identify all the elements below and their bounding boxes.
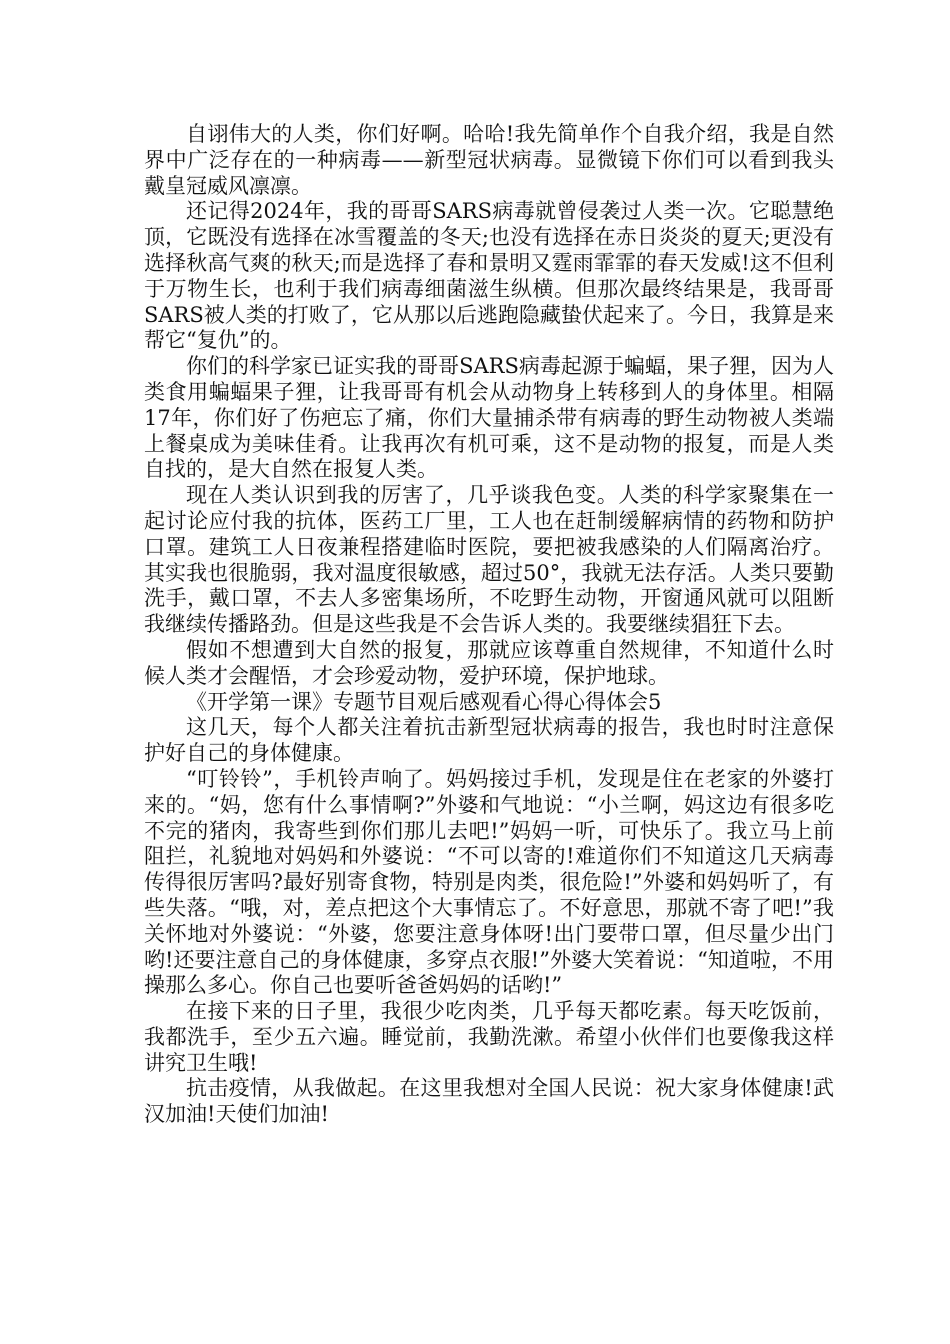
paragraph-human-response: 现在人类认识到我的厉害了，几乎谈我色变。人类的科学家聚集在一起讨论应付我的抗体，医药工厂里，工人也在赶制缓解病情的药物和防护口罩。建筑工人日夜兼程搭建临时医院，要把被我感染的人们隔离治疗。其实我也很脆弱，我对温度很敏感，超过50°，我就无法存活。人类只要勤洗手，戴口罩，不去人多密集场所，不吃野生动物，开窗通风就可以阻断我继续传播路劲。但是这些我是不会告诉人类的。我要继续猖狂下去。 [144, 483, 834, 637]
paragraph-closing: 抗击疫情，从我做起。在这里我想对全国人民说：祝大家身体健康!武汉加油!天使们加油! [144, 1076, 834, 1127]
paragraph-respect-nature: 假如不想遭到大自然的报复，那就应该尊重自然规律，不知道什么时候人类才会醒悟，才会珍爱动物，爱护环境，保护地球。 [144, 637, 834, 688]
document-body [144, 122, 834, 1128]
section-heading: 《开学第一课》专题节目观后感观看心得心得体会5 [186, 689, 662, 714]
paragraph-phone-call: “叮铃铃”，手机铃声响了。妈妈接过手机，发现是住在老家的外婆打来的。“妈，您有什么事情啊?”外婆和气地说：“小兰啊，妈这边有很多吃不完的猪肉，我寄些到你们那儿去吧!”妈妈一听，可快乐了。我立马上前阻拦，礼貌地对妈妈和外婆说：“不可以寄的!难道你们不知道这几天病毒传得很厉害吗?最好别寄食物，特别是肉类，很危险!”外婆和妈妈听了，有些失落。“哦，对，差点把这个大事情忘了。不好意思，那就不寄了吧!”我关怀地对外婆说：“外婆，您要注意身体呀!出门要带口罩，但尽量少出门哟!还要注意自己的身体健康，多穿点衣服!”外婆大笑着说：“知道啦，不用操那么多心。你自己也要听爸爸妈妈的话哟!” [144, 766, 834, 998]
paragraph-intro: 自诩伟大的人类，你们好啊。哈哈!我先简单作个自我介绍，我是自然界中广泛存在的一种病毒——新型冠状病毒。显微镜下你们可以看到我头戴皇冠威风凛凛。 [144, 122, 834, 198]
paragraph-attention: 这几天，每个人都关注着抗击新型冠状病毒的报告，我也时时注意保护好自己的身体健康。 [144, 715, 834, 766]
paragraph-sars-history: 还记得2024年，我的哥哥SARS病毒就曾侵袭过人类一次。它聪慧绝顶，它既没有选择在冰雪覆盖的冬天;也没有选择在赤日炎炎的夏天;更没有选择秋高气爽的秋天;而是选择了春和景明又霆雨霏霏的春天发威!这不但利于万物生长，也利于我们病毒细菌滋生纵横。但那次最终结果是，我哥哥SARS被人类的打败了，它从那以后逃跑隐藏蛰伏起来了。今日，我算是来帮它“复仇”的。 [144, 199, 834, 353]
paragraph-origin: 你们的科学家已证实我的哥哥SARS病毒起源于蝙蝠，果子狸，因为人类食用蝙蝠果子狸，让我哥哥有机会从动物身上转移到人的身体里。相隔17年，你们好了伤疤忘了痛，你们大量捕杀带有病毒的野生动物被人类端上餐桌成为美味佳肴。让我再次有机可乘，这不是动物的报复，而是人类自找的，是大自然在报复人类。 [144, 354, 834, 482]
paragraph-hygiene: 在接下来的日子里，我很少吃肉类，几乎每天都吃素。每天吃饭前，我都洗手，至少五六遍。睡觉前，我勤洗漱。希望小伙伴们也要像我这样讲究卫生哦! [144, 999, 834, 1075]
